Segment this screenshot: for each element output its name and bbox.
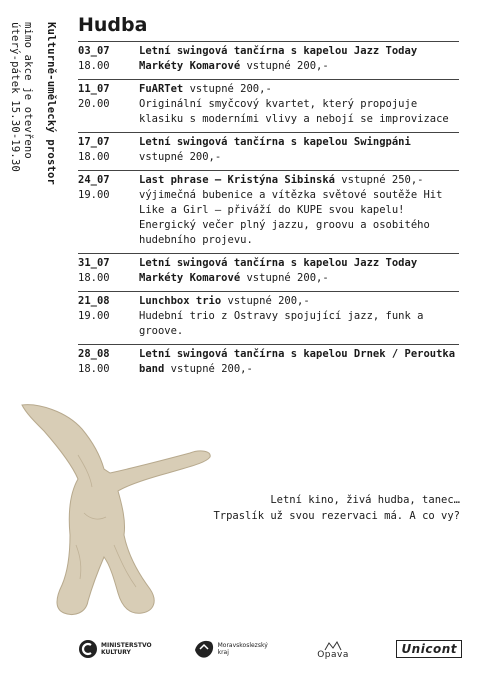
region-logo: [193, 638, 270, 660]
sponsor-logos: [78, 636, 462, 662]
event-time: 18.00: [78, 60, 110, 72]
opening-note: mimo akce je otevřeno: [22, 22, 34, 159]
event-when: [78, 44, 139, 74]
unicont-logo: Unicont: [396, 640, 462, 658]
event-when: [78, 294, 139, 339]
event-admission: vstupné 200,-: [170, 363, 253, 375]
event-row: [78, 79, 459, 132]
event-title: Last phrase – Kristýna Sibinská: [139, 174, 335, 186]
event-title: Letní swingová tančírna s kapelou Jazz Today Markéty Komarové: [139, 257, 418, 284]
event-when: [78, 347, 139, 377]
event-time: 19.00: [78, 189, 110, 201]
event-description: výjimečná bubenice a vítězka světové soutěže Hit Like a Girl – přiváží do KUPE svou kapelu! Energický večer plný jazzu, groovu a osobitého hudebního projevu.: [139, 189, 443, 246]
event-list: [78, 41, 459, 382]
event-row: [78, 253, 459, 291]
event-body: [139, 173, 459, 248]
event-admission: vstupné 200,-: [246, 60, 329, 72]
event-time: 20.00: [78, 98, 110, 110]
event-row: [78, 170, 459, 253]
event-date: 31_07: [78, 257, 110, 269]
event-body: [139, 347, 459, 377]
venue-name: Kulturně-umělecký prostor: [45, 22, 57, 186]
event-description: Originální smyčcový kvartet, který propojuje klasiku s moderními vlivy a nebojí se improvizace: [139, 98, 449, 125]
event-when: [78, 82, 139, 127]
event-body: [139, 256, 459, 286]
event-date: 28_08: [78, 348, 110, 360]
event-admission: vstupné 250,-: [341, 174, 424, 186]
event-body: [139, 82, 459, 127]
opening-hours: [8, 22, 34, 185]
tagline: [213, 492, 460, 524]
region-logo-icon: [193, 638, 215, 660]
event-admission: vstupné 200,-: [246, 272, 329, 284]
tagline-line-1: Letní kino, živá hudba, tanec…: [270, 494, 460, 506]
event-row: [78, 344, 459, 382]
event-date: 24_07: [78, 174, 110, 186]
event-body: [139, 135, 459, 165]
event-row: [78, 291, 459, 344]
ministry-logo-icon: [78, 639, 98, 659]
region-logo-text: Moravskoslezský kraj: [217, 642, 268, 656]
event-title: Letní swingová tančírna s kapelou Swingpáni: [139, 136, 411, 148]
event-title: Lunchbox trio: [139, 295, 222, 307]
opava-logo-text: Opava: [317, 649, 349, 660]
tagline-line-2: Trpaslík už svou rezervaci má. A co vy?: [213, 510, 460, 522]
event-time: 19.00: [78, 310, 110, 322]
event-title: FuARTet: [139, 83, 184, 95]
event-admission: vstupné 200,-: [189, 83, 272, 95]
event-date: 21_08: [78, 295, 110, 307]
event-row: [78, 132, 459, 170]
event-date: 11_07: [78, 83, 110, 95]
event-when: [78, 256, 139, 286]
event-when: [78, 173, 139, 248]
ministry-logo: [78, 639, 152, 659]
event-time: 18.00: [78, 272, 110, 284]
event-time: 18.00: [78, 151, 110, 163]
opening-times: úterý-pátek 15.30-19.30: [9, 22, 21, 172]
event-when: [78, 135, 139, 165]
event-row: [78, 41, 459, 79]
event-title: Letní swingová tančírna s kapelou Jazz Today Markéty Komarové: [139, 45, 418, 72]
event-body: [139, 44, 459, 74]
venue-sidebar: [8, 22, 57, 185]
event-body: [139, 294, 459, 339]
gnome-sculpture-image: [18, 395, 218, 625]
ministry-logo-text: MINISTERSTVO KULTURY: [101, 642, 152, 656]
event-date: 17_07: [78, 136, 110, 148]
event-date: 03_07: [78, 45, 110, 57]
event-title: Letní swingová tančírna s kapelou Drnek / Peroutka band: [139, 348, 456, 375]
section-heading: Hudba: [78, 14, 148, 36]
opava-logo: [317, 640, 349, 659]
event-description: Hudební trio z Ostravy spojující jazz, funk a groove.: [139, 310, 424, 337]
event-admission: vstupné 200,-: [139, 151, 222, 163]
event-time: 18.00: [78, 363, 110, 375]
event-admission: vstupné 200,-: [227, 295, 310, 307]
